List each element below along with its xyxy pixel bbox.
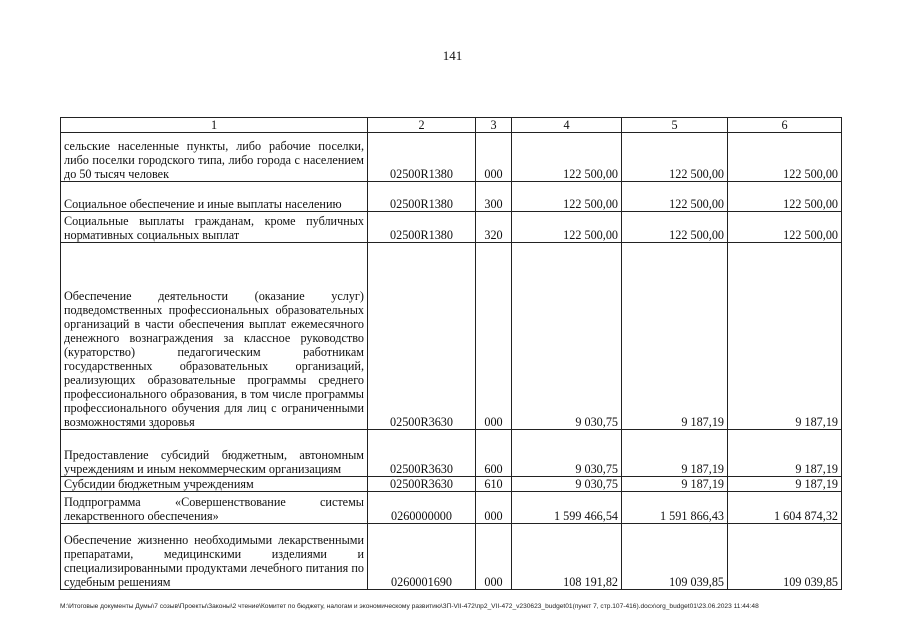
amount-col-6: 122 500,00 [728, 182, 842, 212]
amount-col-4: 9 030,75 [512, 430, 622, 477]
table-row [61, 524, 842, 590]
amount-col-6: 9 187,19 [728, 477, 842, 492]
target-code: 02500R3630 [368, 477, 476, 492]
target-code: 02500R3630 [368, 243, 476, 430]
amount-col-5: 9 187,19 [622, 430, 728, 477]
column-header: 6 [728, 118, 842, 133]
amount-col-5: 122 500,00 [622, 212, 728, 243]
target-code: 0260000000 [368, 492, 476, 524]
amount-col-5: 109 039,85 [622, 524, 728, 590]
table-row [61, 430, 842, 477]
table-row [61, 212, 842, 243]
amount-col-5: 9 187,19 [622, 477, 728, 492]
amount-col-5: 122 500,00 [622, 182, 728, 212]
table-row [61, 182, 842, 212]
table-header-row [61, 118, 842, 133]
table-row [61, 243, 842, 430]
target-code: 02500R1380 [368, 212, 476, 243]
amount-col-6: 122 500,00 [728, 212, 842, 243]
table-row [61, 133, 842, 182]
amount-col-4: 9 030,75 [512, 477, 622, 492]
column-header: 5 [622, 118, 728, 133]
column-header: 4 [512, 118, 622, 133]
row-name: сельские населенные пункты, либо рабочие поселки, либо поселки городского типа, либо города с населением до 50 тысяч человек [61, 133, 368, 182]
target-code: 02500R1380 [368, 182, 476, 212]
amount-col-5: 9 187,19 [622, 243, 728, 430]
column-header: 3 [476, 118, 512, 133]
expense-type-code: 000 [476, 133, 512, 182]
expense-type-code: 600 [476, 430, 512, 477]
amount-col-6: 9 187,19 [728, 430, 842, 477]
row-name: Социальные выплаты гражданам, кроме публичных нормативных социальных выплат [61, 212, 368, 243]
budget-table [60, 117, 842, 590]
amount-col-6: 9 187,19 [728, 243, 842, 430]
target-code: 0260001690 [368, 524, 476, 590]
row-name: Субсидии бюджетным учреждениям [61, 477, 368, 492]
row-name: Обеспечение жизненно необходимыми лекарственными препаратами, медицинскими изделиями и специализированными продуктами лечебного питания по судебным решениям [61, 524, 368, 590]
amount-col-4: 1 599 466,54 [512, 492, 622, 524]
column-header: 1 [61, 118, 368, 133]
page-number: 141 [442, 48, 463, 63]
table-row [61, 477, 842, 492]
amount-col-4: 9 030,75 [512, 243, 622, 430]
amount-col-4: 122 500,00 [512, 182, 622, 212]
amount-col-6: 122 500,00 [728, 133, 842, 182]
expense-type-code: 610 [476, 477, 512, 492]
expense-type-code: 000 [476, 492, 512, 524]
amount-col-5: 1 591 866,43 [622, 492, 728, 524]
target-code: 02500R3630 [368, 430, 476, 477]
amount-col-4: 122 500,00 [512, 133, 622, 182]
row-name: Обеспечение деятельности (оказание услуг) подведомственных профессиональных образовательных организаций в части обеспечения выплат ежемесячного денежного вознаграждения за классное руководство (кураторство) педагогическим работникам государственных образовательных организаций, реализующих образовательные программы среднего профессионального образования, в том числе программы профессионального обучения для лиц с ограниченными возможностями здоровья [61, 243, 368, 430]
column-header: 2 [368, 118, 476, 133]
target-code: 02500R1380 [368, 133, 476, 182]
row-name: Социальное обеспечение и иные выплаты населению [61, 182, 368, 212]
document-file-path: M:\Итоговые документы Думы\7 созыв\Проекты\Законы\2 чтение\Комитет по бюджету, налогам и экономическому развитию\ЗП-VII-472\пр2_VII-472_v230623_budget01(пункт 7, стр.107-416).docx\org_budget01\23.06.2023 11:44:48 [60, 603, 759, 610]
expense-type-code: 300 [476, 182, 512, 212]
amount-col-6: 1 604 874,32 [728, 492, 842, 524]
table-row [61, 492, 842, 524]
amount-col-4: 122 500,00 [512, 212, 622, 243]
expense-type-code: 320 [476, 212, 512, 243]
expense-type-code: 000 [476, 243, 512, 430]
amount-col-5: 122 500,00 [622, 133, 728, 182]
amount-col-6: 109 039,85 [728, 524, 842, 590]
row-name: Предоставление субсидий бюджетным, автономным учреждениям и иным некоммерческим организациям [61, 430, 368, 477]
row-name: Подпрограмма «Совершенствование системы лекарственного обеспечения» [61, 492, 368, 524]
expense-type-code: 000 [476, 524, 512, 590]
amount-col-4: 108 191,82 [512, 524, 622, 590]
